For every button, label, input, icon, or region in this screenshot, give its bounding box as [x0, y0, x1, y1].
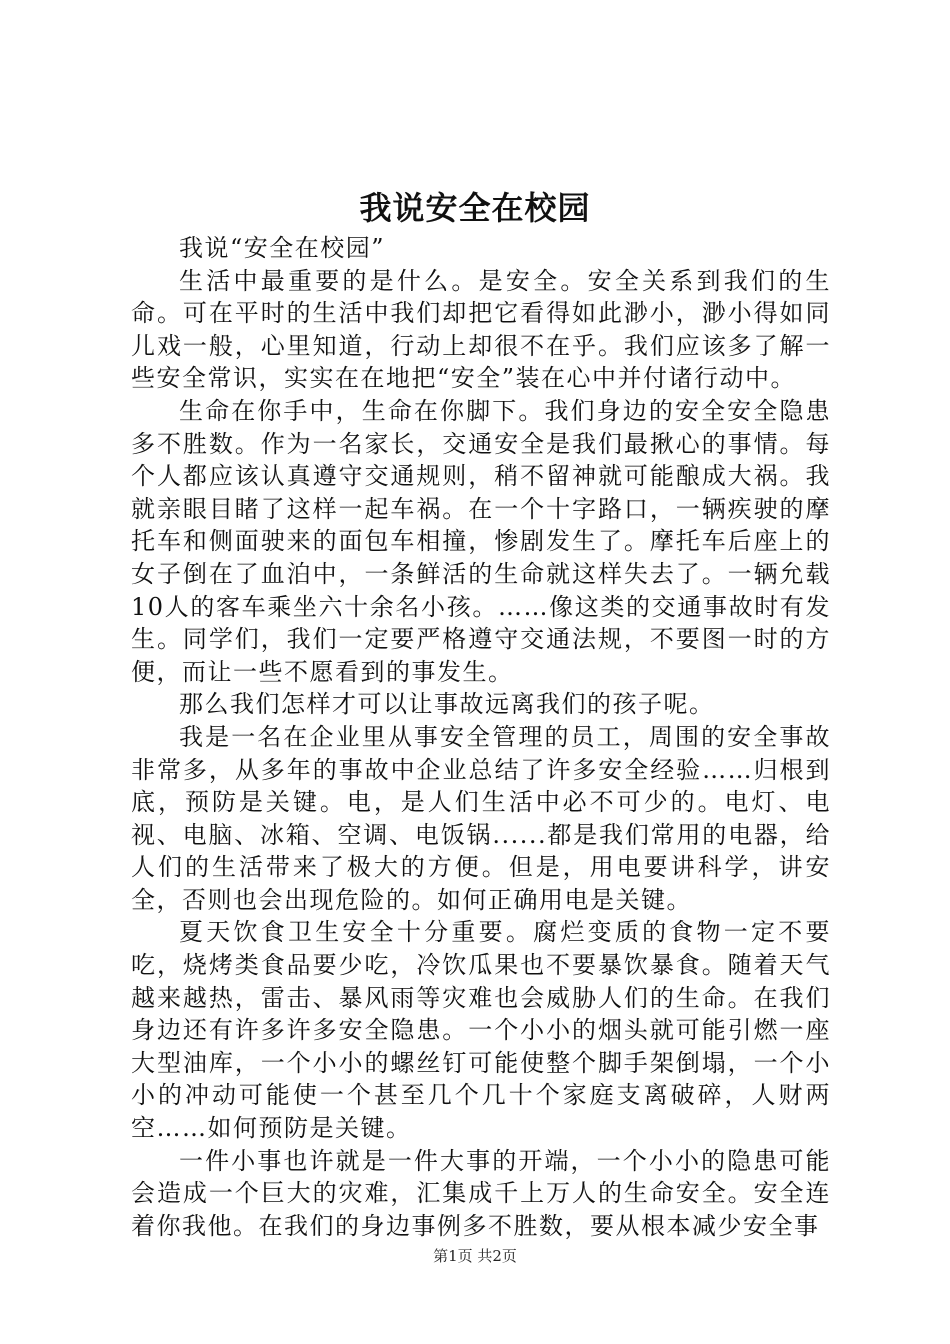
page-number-footer: 第1页 共2页: [433, 1247, 517, 1265]
paragraph: 我是一名在企业里从事安全管理的员工，周围的安全事故非常多，从多年的事故中企业总结了许多安全经验……归根到底，预防是关键。电，是人们生活中必不可少的。电灯、电视、电脑、冰箱、空调、电饭锅......都是我们常用的电器，给人们的生活带来了极大的方便。但是，用电要讲科学，讲安全，否则也会出现危险的。如何正确用电是关键。: [131, 722, 831, 914]
paragraph: 一件小事也许就是一件大事的开端，一个小小的隐患可能会造成一个巨大的灾难，汇集成千上万人的生命安全。安全连着你我他。在我们的身边事例多不胜数，要从根本减少安全事: [131, 1146, 831, 1240]
paragraph: 生活中最重要的是什么。是安全。安全关系到我们的生命。可在平时的生活中我们却把它看得如此渺小，渺小得如同儿戏一般，心里知道，行动上却很不在乎。我们应该多了解一些安全常识，实实在在地把“安全”装在心中并付诸行动中。: [131, 266, 831, 393]
document-title: 我说安全在校园: [359, 189, 591, 227]
paragraph-subtitle: 我说“安全在校园”: [179, 234, 386, 262]
paragraph: 夏天饮食卫生安全十分重要。腐烂变质的食物一定不要吃，烧烤类食品要少吃，冷饮瓜果也不要暴饮暴食。随着天气越来越热，雷击、暴风雨等灾难也会威胁人们的生命。在我们身边还有许多许多安全隐患。一个小小的烟头就可能引燃一座大型油库，一个小小的螺丝钉可能使整个脚手架倒塌，一个小小的冲动可能使一个甚至几个几十个家庭支离破碎，人财两空……如何预防是关键。: [131, 918, 831, 1143]
paragraph: 那么我们怎样才可以让事故远离我们的孩子呢。: [179, 690, 715, 719]
document-body: [131, 232, 831, 1242]
paragraph: 生命在你手中，生命在你脚下。我们身边的安全安全隐患多不胜数。作为一名家长，交通安全是我们最揪心的事情。每个人都应该认真遵守交通规则，稍不留神就可能酿成大祸。我就亲眼目睹了这样一起车祸。在一个十字路口，一辆疾驶的摩托车和侧面驶来的面包车相撞，惨剧发生了。摩托车后座上的女子倒在了血泊中，一条鲜活的生命就这样失去了。一辆允载10人的客车乘坐六十余名小孩。……像这类的交通事故时有发生。同学们，我们一定要严格遵守交通法规，不要图一时的方便，而让一些不愿看到的事发生。: [131, 396, 831, 686]
